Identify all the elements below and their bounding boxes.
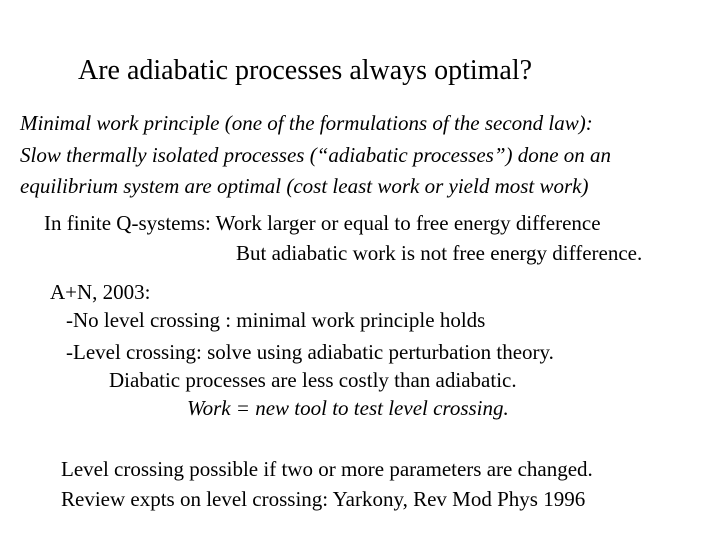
closing-line-2: Review expts on level crossing: Yarkony, Rev Mod Phys 1996 xyxy=(61,487,586,511)
work-tool-line: Work = new tool to test level crossing. xyxy=(187,396,509,420)
slide-title: Are adiabatic processes always optimal? xyxy=(78,55,533,86)
an2003-heading: A+N, 2003: xyxy=(50,280,151,304)
principle-line-2: Slow thermally isolated processes (“adiabatic processes”) done on an xyxy=(20,143,612,167)
no-level-crossing-line: -No level crossing : minimal work principle holds xyxy=(66,308,486,332)
finite-q-line-2: But adiabatic work is not free energy difference. xyxy=(236,241,643,265)
level-crossing-line: -Level crossing: solve using adiabatic perturbation theory. xyxy=(66,340,554,364)
diabatic-line: Diabatic processes are less costly than adiabatic. xyxy=(109,368,517,392)
principle-line-3: equilibrium system are optimal (cost least work or yield most work) xyxy=(20,174,589,198)
closing-line-1: Level crossing possible if two or more parameters are changed. xyxy=(61,457,593,481)
principle-line-1: Minimal work principle (one of the formulations of the second law): xyxy=(20,111,593,135)
finite-q-line-1: In finite Q-systems: Work larger or equal to free energy difference xyxy=(44,211,601,235)
